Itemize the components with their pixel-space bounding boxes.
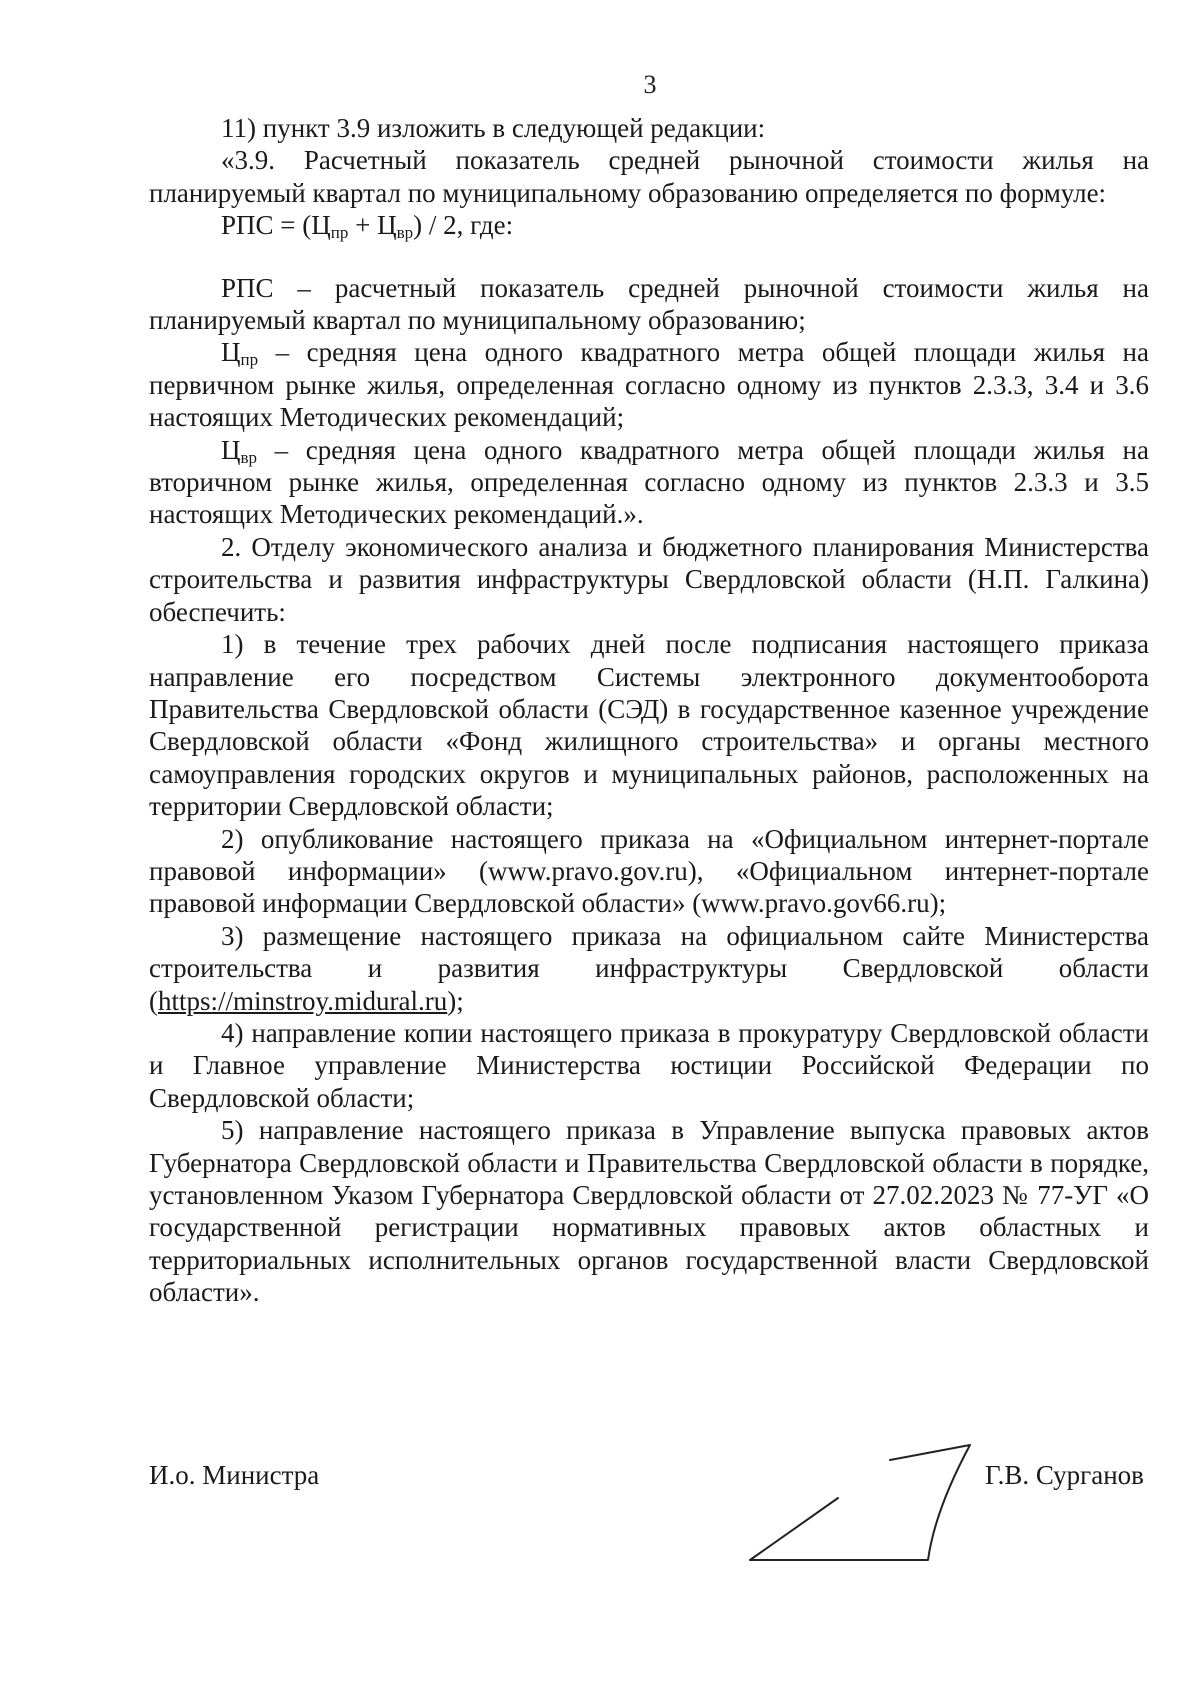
page-number: 3 [643,70,657,99]
symbol-c: Ц [221,337,241,368]
paragraph-subitem-4: 4) направление копии настоящего приказа в прокуратуру Свердловской области и Главное управление Министерства юстиции Российской Федерации по Свердловской области; [149,1017,1149,1113]
formula-suffix: ) / 2, где: [413,210,514,241]
symbol-sub-pr: пр [240,350,259,370]
symbol-c: Ц [221,434,241,465]
definition-cvr [149,434,1149,531]
minstroy-link[interactable]: https://minstroy.midural.ru [158,985,448,1016]
symbol-sub-vr: вр [240,447,258,467]
paragraph-item-2: 2. Отделу экономического анализа и бюджетного планирования Министерства строительства и развития инфраструктуры Свердловской области (Н.П. Галкина) обеспечить: [149,531,1149,627]
paragraph-subitem-3-tail: ); [447,985,464,1016]
formula-sub-pr: пр [330,223,349,243]
signatory-name: Г.В. Сурганов [985,1460,1144,1490]
formula-sub-vr: вр [396,223,414,243]
paragraph-subitem-3 [149,920,1149,1017]
signatory-position: И.о. Министра [149,1460,320,1490]
document-body [149,112,1149,1309]
definition-cvr-text: – средняя цена одного квадратного метра общей площади жилья на вторичном рынке жилья, определенная согласно одному из пунктов 2.3.3 и 3.5 настоящих Методических рекомендаций.». [149,434,1149,530]
formula-mid: + Ц [348,210,397,241]
definition-cpr [149,336,1149,433]
formula-prefix: РПС = (Ц [221,210,331,241]
formula [149,209,1149,241]
paragraph-clause-3-9: «3.9. Расчетный показатель средней рыночной стоимости жилья на планируемый квартал по муниципальному образованию определяется по формуле: [149,145,1149,208]
paragraph-subitem-3-text: 3) размещение настоящего приказа на официальном сайте Министерства строительства и развития инфраструктуры Свердловской области ( [149,920,1149,1016]
paragraph-subitem-2: 2) опубликование настоящего приказа на «Официальном интернет-портале правовой информации» (www.pravo.gov.ru), «Официальном интернет-портале правовой информации Свердловской области» (www.pravo.gov66.ru); [149,823,1149,919]
handwritten-signature [740,1420,980,1570]
paragraph-subitem-5: 5) направление настоящего приказа в Управление выпуска правовых актов Губернатора Свердловской области и Правительства Свердловской области в порядке, установленном Указом Губернатора Свердловской области от 27.02.2023 № 77-УГ «О государственной регистрации нормативных правовых актов областных и территориальных исполнительных органов государственной власти Свердловской области». [149,1115,1149,1308]
paragraph-subitem-1: 1) в течение трех рабочих дней после подписания настоящего приказа направление его посредством Системы электронного документооборота Правительства Свердловской области (СЭД) в государственное казенное учреждение Свердловской области «Фонд жилищного строительства» и органы местного самоуправления городских округов и муниципальных районов, расположенных на территории Свердловской области; [149,629,1149,822]
paragraph-item-11: 11) пункт 3.9 изложить в следующей редакции: [221,113,766,143]
definition-cpr-text: – средняя цена одного квадратного метра общей площади жилья на первичном рынке жилья, определенная согласно одному из пунктов 2.3.3, 3.4 и 3.6 настоящих Методических рекомендаций; [149,337,1149,433]
definition-rps: РПС – расчетный показатель средней рыночной стоимости жилья на планируемый квартал по муниципальному образованию; [149,272,1149,336]
